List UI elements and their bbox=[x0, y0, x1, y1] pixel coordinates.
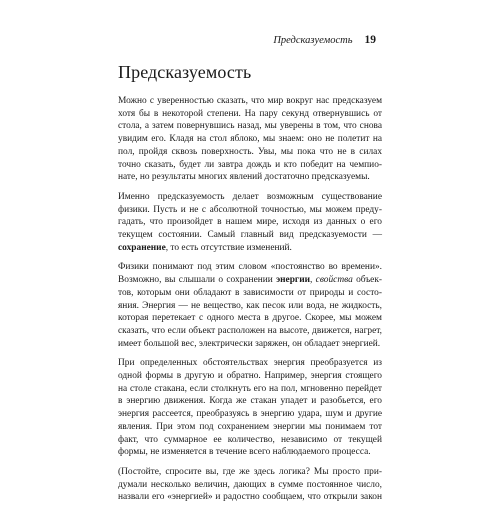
running-head bbox=[118, 34, 376, 46]
text-run: имеет большой вес, электрически заряжен, он обладает энергией. bbox=[118, 338, 381, 349]
text-run: факт, что суммарное ее количество, независимо от текущей bbox=[118, 434, 382, 445]
text-line bbox=[118, 120, 382, 133]
bold-term: энергии bbox=[276, 275, 310, 286]
text-run: явления. При этом под сохранением энергии мы понимаем тот bbox=[118, 421, 382, 432]
text-line bbox=[118, 204, 382, 217]
text-run: Физики понимают под этим словом «постоянство во времени». bbox=[118, 262, 382, 273]
body-text bbox=[118, 95, 382, 511]
text-line bbox=[118, 146, 382, 159]
text-run: одной формы в другую и обратно. Например, энергия стоящего bbox=[118, 371, 382, 382]
text-line bbox=[118, 383, 382, 396]
text-run: объек- bbox=[352, 275, 383, 286]
chapter-title: Предсказуемость bbox=[118, 62, 252, 82]
text-run: нате, но результаты многих явлений достаточно предсказуемы. bbox=[118, 172, 370, 183]
text-run: стола, а затем повернувшись назад, мы уверены в том, что снова bbox=[118, 121, 382, 132]
paragraph bbox=[118, 466, 382, 504]
text-run: гадать, что произойдет в нашем мире, исходя из данных о его bbox=[118, 217, 382, 228]
text-line bbox=[118, 261, 382, 274]
italic-term: свойства bbox=[315, 275, 353, 286]
text-line bbox=[118, 108, 382, 121]
text-run: Именно предсказуемость делает возможным существование bbox=[118, 191, 382, 202]
text-run: назвали его «энергией» и радостно сообщаем, что открыли закон bbox=[118, 492, 382, 503]
text-run: текущем состоянии. Самый главный вид предсказуемости — bbox=[118, 230, 382, 241]
text-run: увидим его. Кладя на стол яблоко, мы знаем: оно не полетит на bbox=[118, 134, 382, 145]
text-line bbox=[118, 133, 382, 146]
text-run: , то есть отсутствие изменений. bbox=[165, 242, 292, 253]
text-line bbox=[118, 408, 382, 421]
text-run: Можно с уверенностью сказать, что мир вокруг нас предсказуем bbox=[118, 96, 382, 106]
text-run: на столе стакана, если столкнуть его на пол, мгновенно перейдет bbox=[118, 383, 382, 394]
text-run: формы, не изменяется в течение всего наблюдаемого процесса. bbox=[118, 447, 371, 458]
text-line bbox=[118, 229, 382, 242]
text-line bbox=[118, 434, 382, 447]
paragraph bbox=[118, 357, 382, 459]
text-run: энергия рассеется, преобразуясь в энергию удара, шум и другие bbox=[118, 409, 382, 420]
text-line bbox=[118, 300, 382, 313]
text-run: яния. Энергия — не вещество, как песок или вода, не жидкость, bbox=[118, 300, 382, 311]
text-line bbox=[118, 242, 382, 255]
text-line bbox=[118, 191, 382, 204]
text-run: хотя бы в некоторой степени. На пару секунд отвернувшись от bbox=[118, 108, 382, 119]
text-run: сказать, что если объект расположен на высоте, движется, нагрет, bbox=[118, 325, 382, 336]
paragraph bbox=[118, 191, 382, 255]
text-run: тов, которым они обладают в зависимости от природы и состо- bbox=[118, 287, 382, 298]
text-run: , bbox=[310, 275, 316, 286]
bold-term: сохранение bbox=[118, 242, 166, 253]
paragraph bbox=[118, 261, 382, 350]
text-line bbox=[118, 159, 382, 172]
text-line bbox=[118, 466, 382, 479]
text-line bbox=[118, 325, 382, 338]
text-line bbox=[118, 171, 382, 184]
text-line bbox=[118, 287, 382, 300]
running-head-title: Предсказуемость bbox=[273, 35, 353, 46]
text-line bbox=[118, 421, 382, 434]
paragraph bbox=[118, 95, 382, 184]
text-run: физики. Пусть и не с абсолютной точностью, мы можем преду- bbox=[118, 204, 382, 215]
text-line bbox=[118, 95, 382, 108]
text-line bbox=[118, 216, 382, 229]
text-line bbox=[118, 446, 382, 459]
text-run: пол, пройдя сквозь поверхность. Увы, мы пока что не в силах bbox=[118, 146, 382, 157]
text-run: которая перетекает с одного места в другое. Скорее, мы можем bbox=[118, 313, 382, 324]
text-run: точно сказать, будет ли завтра дождь и кто победит на чемпио- bbox=[118, 159, 382, 170]
text-line bbox=[118, 479, 382, 492]
text-line bbox=[118, 312, 382, 325]
text-run: думали несколько величин, дающих в сумме постоянное число, bbox=[118, 479, 382, 490]
text-line bbox=[118, 357, 382, 370]
text-run: (Постойте, спросите вы, где же здесь логика? Мы просто при- bbox=[118, 466, 382, 477]
text-line bbox=[118, 395, 382, 408]
text-run: Возможно, вы слышали о сохранении bbox=[118, 275, 277, 286]
text-line bbox=[118, 338, 382, 351]
page-number: 19 bbox=[364, 34, 376, 46]
text-line bbox=[118, 274, 382, 287]
text-line bbox=[118, 370, 382, 383]
text-run: в энергию движения. Когда же стакан упадет и разобьется, его bbox=[118, 396, 382, 407]
text-line bbox=[118, 491, 382, 504]
text-run: При определенных обстоятельствах энергия преобразуется из bbox=[118, 358, 382, 369]
